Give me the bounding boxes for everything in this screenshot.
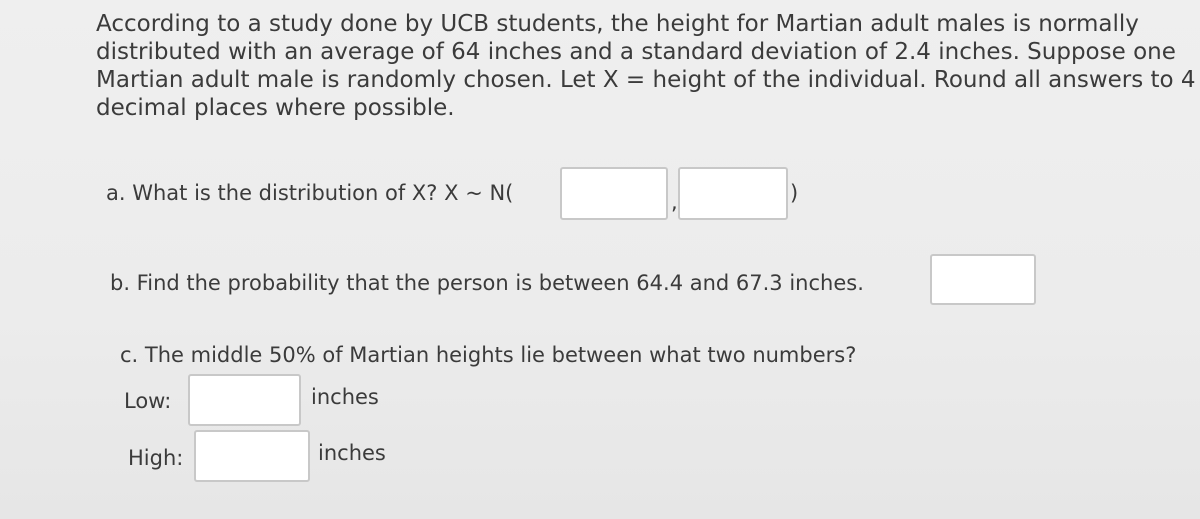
close-paren: ): [790, 181, 799, 205]
low-input[interactable]: [188, 374, 301, 426]
problem-line-3: Martian adult male is randomly chosen. Let X = height of the individual. Round all answers to 4: [96, 67, 1196, 93]
problem-statement: [96, 10, 1196, 122]
high-input[interactable]: [194, 430, 310, 482]
problem-line-4: decimal places where possible.: [96, 95, 455, 121]
problem-line-2: distributed with an average of 64 inches and a standard deviation of 2.4 inches. Suppose one: [96, 39, 1176, 65]
probability-input[interactable]: [930, 254, 1036, 305]
problem-line-1: According to a study done by UCB students, the height for Martian adult males is normally: [96, 11, 1139, 37]
part-b-prompt: b. Find the probability that the person is between 64.4 and 67.3 inches.: [110, 271, 864, 295]
sd-input[interactable]: [678, 167, 788, 220]
high-label: High:: [128, 446, 184, 470]
low-unit-label: inches: [311, 385, 379, 409]
high-unit-label: inches: [318, 441, 386, 465]
low-label: Low:: [124, 389, 172, 413]
comma-separator: ,: [671, 190, 678, 214]
part-a-prompt: a. What is the distribution of X? X ~ N(: [106, 181, 514, 205]
part-c-prompt: c. The middle 50% of Martian heights lie between what two numbers?: [120, 343, 857, 367]
mean-input[interactable]: [560, 167, 668, 220]
